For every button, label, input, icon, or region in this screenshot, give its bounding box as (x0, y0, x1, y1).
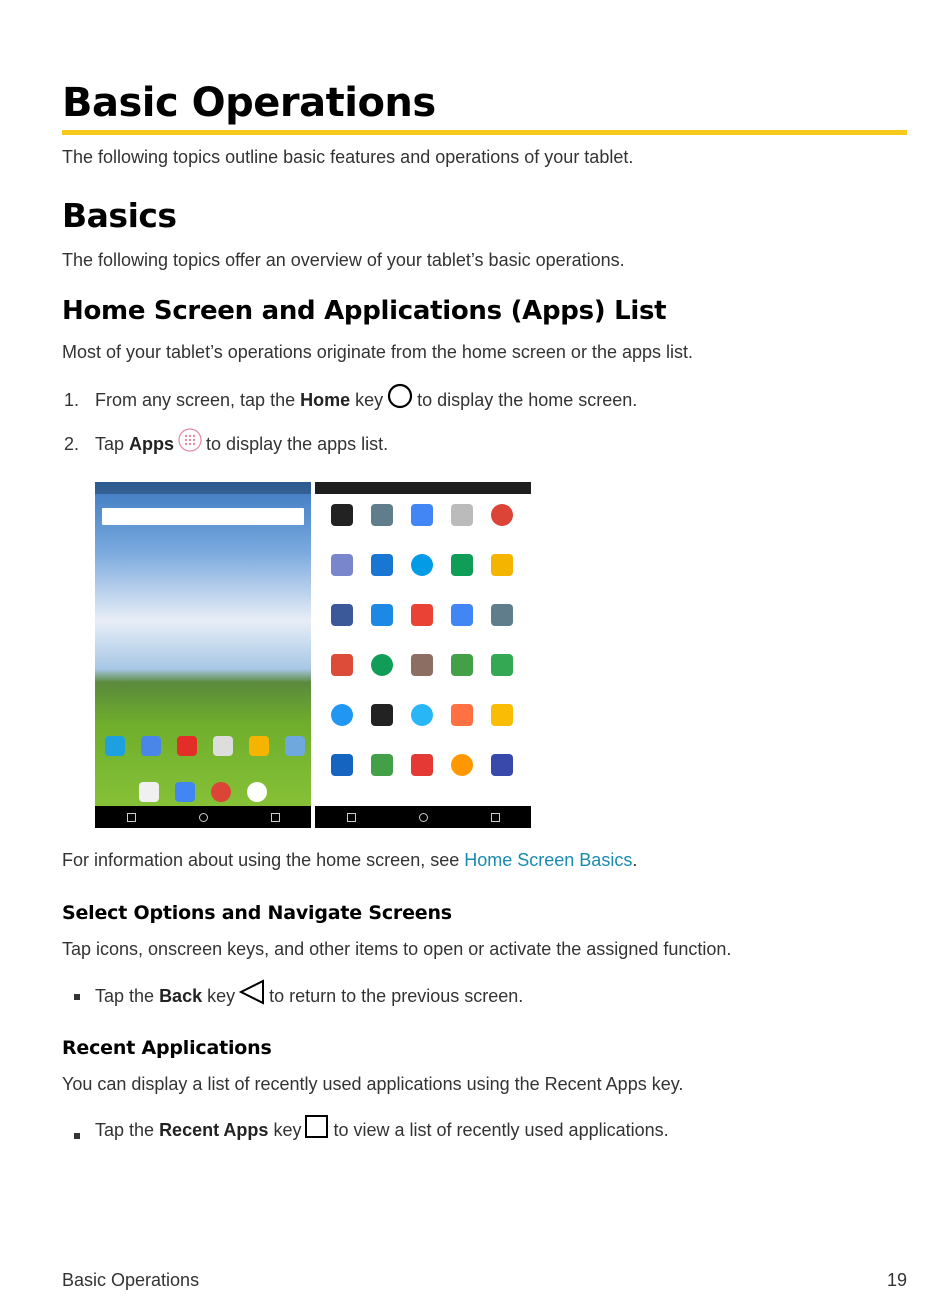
status-bar (95, 482, 311, 494)
note-pre: For information about using the home screen, see (62, 850, 460, 870)
title-underline (62, 130, 907, 135)
recent-apps-square-icon (304, 1114, 330, 1140)
back-key-bullet (95, 980, 523, 1012)
basics-intro: The following topics offer an overview of your tablet’s basic operations. (62, 250, 625, 270)
note-post: . (632, 850, 638, 870)
back-bullet-pre: Tap the (95, 985, 155, 1006)
apps-list-screenshot (315, 482, 531, 828)
home-key-label: Home (300, 389, 351, 410)
bullet-marker (74, 994, 80, 1000)
back-bullet-post: to return to the previous screen. (269, 985, 524, 1006)
recent-bullet-mid: key (273, 1119, 302, 1140)
footer-section: Basic Operations (62, 1270, 200, 1290)
home-screen-note (62, 850, 637, 871)
recent-apps-key-label: Recent Apps (159, 1119, 269, 1140)
back-key-label: Back (159, 985, 203, 1006)
step-2-number: 2. (64, 434, 80, 454)
step-2-post: to display the apps list. (206, 433, 389, 454)
recent-bullet-post: to view a list of recently used applications. (333, 1119, 669, 1140)
recent-apps-key-bullet (95, 1114, 669, 1146)
google-search-bar (102, 508, 304, 525)
back-triangle-icon (238, 979, 266, 1005)
step-1 (95, 384, 637, 416)
home-screen-screenshot (95, 482, 311, 828)
status-bar (315, 482, 531, 494)
step-2-pre: Tap (95, 433, 125, 454)
recent-section-heading: Recent Applications (62, 1037, 272, 1059)
apps-launcher-icon (177, 427, 203, 453)
step-1-pre: From any screen, tap the (95, 389, 296, 410)
home-circle-icon (386, 382, 414, 410)
select-section-intro: Tap icons, onscreen keys, and other items to open or activate the assigned function. (62, 939, 732, 959)
apps-nav-bar (315, 806, 531, 828)
apps-key-label: Apps (129, 433, 175, 454)
select-section-heading: Select Options and Navigate Screens (62, 902, 452, 924)
step-1-number: 1. (64, 390, 80, 410)
home-dock (139, 782, 267, 802)
recent-bullet-pre: Tap the (95, 1119, 155, 1140)
page-title: Basic Operations (62, 80, 436, 126)
home-app-row (105, 736, 305, 756)
step-2 (95, 428, 388, 460)
back-bullet-mid: key (207, 985, 236, 1006)
home-section-intro: Most of your tablet’s operations originate from the home screen or the apps list. (62, 342, 693, 362)
home-section-heading: Home Screen and Applications (Apps) List (62, 296, 667, 326)
page-intro: The following topics outline basic features and operations of your tablet. (62, 147, 634, 167)
apps-grid (331, 504, 513, 776)
home-screen-basics-link[interactable]: Home Screen Basics (464, 850, 633, 870)
recent-section-intro: You can display a list of recently used applications using the Recent Apps key. (62, 1074, 684, 1094)
footer-page-number: 19 (886, 1270, 907, 1290)
step-1-mid: key (355, 389, 384, 410)
step-1-post: to display the home screen. (417, 389, 638, 410)
basics-heading: Basics (62, 196, 177, 235)
home-nav-bar (95, 806, 311, 828)
bullet-marker (74, 1133, 80, 1139)
